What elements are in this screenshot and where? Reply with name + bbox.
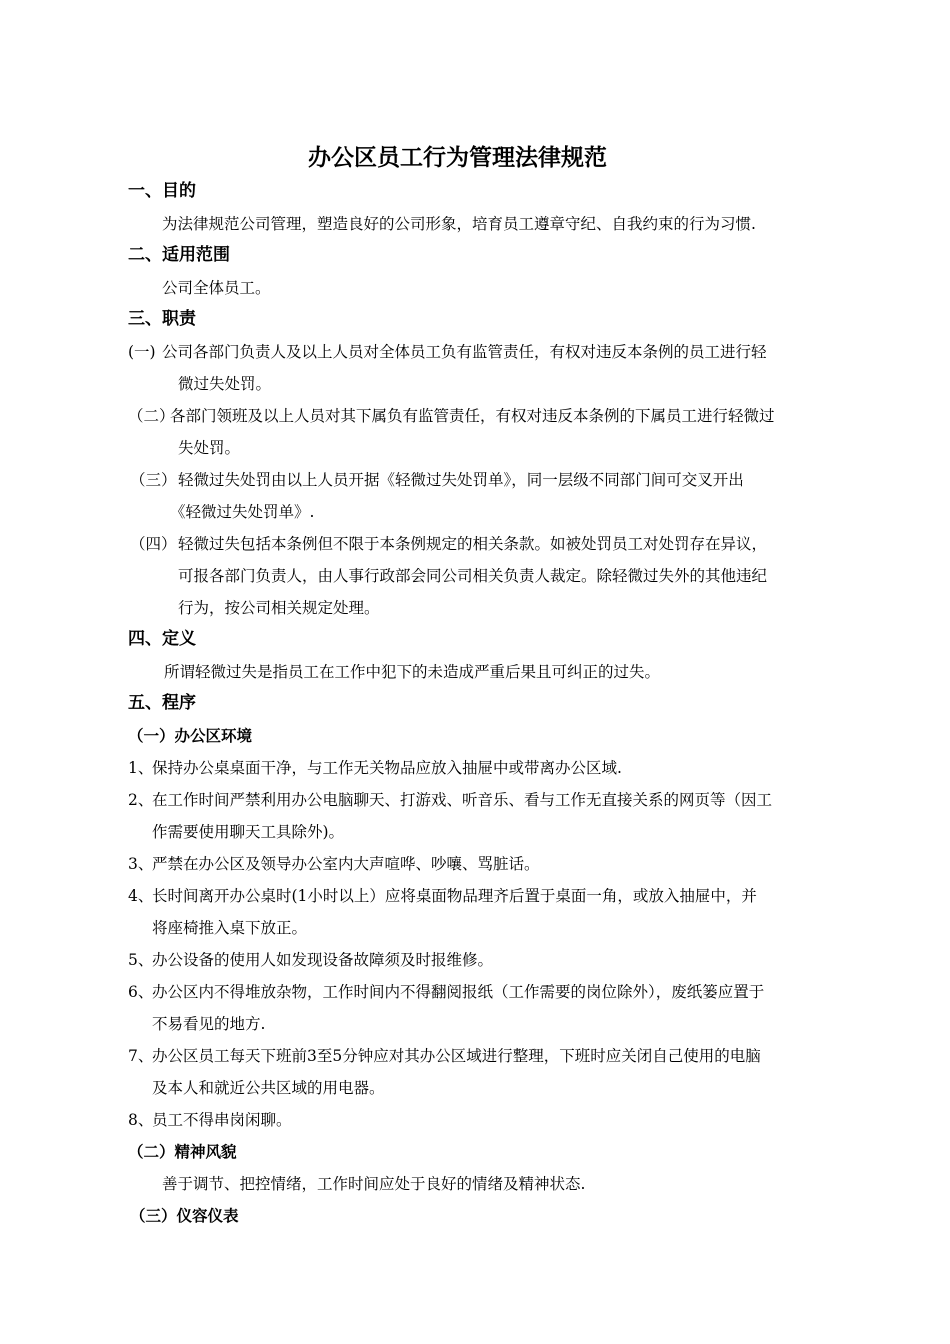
rule-line: 员工不得串岗闲聊。 xyxy=(152,1111,292,1129)
rule-number: 1、 xyxy=(128,759,154,777)
duty-item-number: （二） xyxy=(128,407,175,425)
duty-item-line: 轻微过失包括本条例但不限于本条例规定的相关条款。如被处罚员工对处罚存在异议， xyxy=(178,535,768,553)
duty-item-line: 《轻微过失处罚单》. xyxy=(170,503,315,521)
subsection-heading-appearance: （三）仪容仪表 xyxy=(130,1207,239,1225)
duty-item-line: 可报各部门负责人，由人事行政部会同公司相关负责人裁定。除轻微过失外的其他违纪 xyxy=(178,567,768,585)
rule-line: 长时间离开办公桌时(1小时以上）应将桌面物品理齐后置于桌面一角，或放入抽屉中，并 xyxy=(152,887,757,905)
rule-number: 5、 xyxy=(128,951,154,969)
rule-number: 7、 xyxy=(128,1047,154,1065)
rule-line: 办公设备的使用人如发现设备故障须及时报维修。 xyxy=(152,951,494,969)
rule-line: 严禁在办公区及领导办公室内大声喧哗、吵嚷、骂脏话。 xyxy=(152,855,540,873)
section-heading-duties: 三、职责 xyxy=(128,309,196,329)
duty-item-line: 各部门领班及以上人员对其下属负有监管责任，有权对违反本条例的下属员工进行轻微过 xyxy=(170,407,775,425)
rule-number: 8、 xyxy=(128,1111,154,1129)
duty-item-number: （三） xyxy=(130,471,177,489)
purpose-text: 为法律规范公司管理，塑造良好的公司形象，培育员工遵章守纪、自我约束的行为习惯. xyxy=(162,215,756,233)
duty-item-number: （四） xyxy=(130,535,177,553)
page-title: 办公区员工行为管理法律规范 xyxy=(308,145,607,171)
rule-number: 3、 xyxy=(128,855,154,873)
definition-text: 所谓轻微过失是指员工在工作中犯下的未造成严重后果且可纠正的过失。 xyxy=(164,663,661,681)
rule-line: 保持办公桌桌面干净，与工作无关物品应放入抽屉中或带离办公区域. xyxy=(152,759,622,777)
rule-line: 办公区员工每天下班前3至5分钟应对其办公区域进行整理，下班时应关闭自己使用的电脑 xyxy=(152,1047,761,1065)
rule-line: 将座椅推入桌下放正。 xyxy=(152,919,308,937)
duty-item-line: 轻微过失处罚由以上人员开据《轻微过失处罚单》，同一层级不同部门间可交叉开出 xyxy=(178,471,744,489)
rule-number: 2、 xyxy=(128,791,154,809)
spirit-text: 善于调节、把控情绪，工作时间应处于良好的情绪及精神状态. xyxy=(162,1175,586,1193)
duty-item-number: (一) xyxy=(128,343,156,361)
duty-item-line: 微过失处罚。 xyxy=(178,375,272,393)
duty-item-line: 公司各部门负责人及以上人员对全体员工负有监管责任，有权对违反本条例的员工进行轻 xyxy=(162,343,767,361)
duty-item-line: 行为，按公司相关规定处理。 xyxy=(178,599,380,617)
rule-line: 及本人和就近公共区域的用电器。 xyxy=(152,1079,385,1097)
rule-line: 办公区内不得堆放杂物，工作时间内不得翻阅报纸（工作需要的岗位除外），废纸篓应置于 xyxy=(152,983,765,1001)
rule-line: 在工作时间严禁利用办公电脑聊天、打游戏、听音乐、看与工作无直接关系的网页等（因工 xyxy=(152,791,773,809)
rule-line: 不易看见的地方. xyxy=(152,1015,266,1033)
rule-number: 6、 xyxy=(128,983,154,1001)
scope-text: 公司全体员工。 xyxy=(162,279,271,297)
rule-number: 4、 xyxy=(128,887,154,905)
duty-item-line: 失处罚。 xyxy=(178,439,241,457)
section-heading-definition: 四、定义 xyxy=(128,629,196,649)
rule-line: 作需要使用聊天工具除外)。 xyxy=(152,823,345,841)
subsection-heading-office-environment: （一）办公区环境 xyxy=(128,727,253,745)
section-heading-procedure: 五、程序 xyxy=(128,693,196,713)
section-heading-scope: 二、适用范围 xyxy=(128,245,230,265)
subsection-heading-spirit: （二）精神风貌 xyxy=(128,1143,237,1161)
section-heading-purpose: 一、目的 xyxy=(128,181,196,201)
